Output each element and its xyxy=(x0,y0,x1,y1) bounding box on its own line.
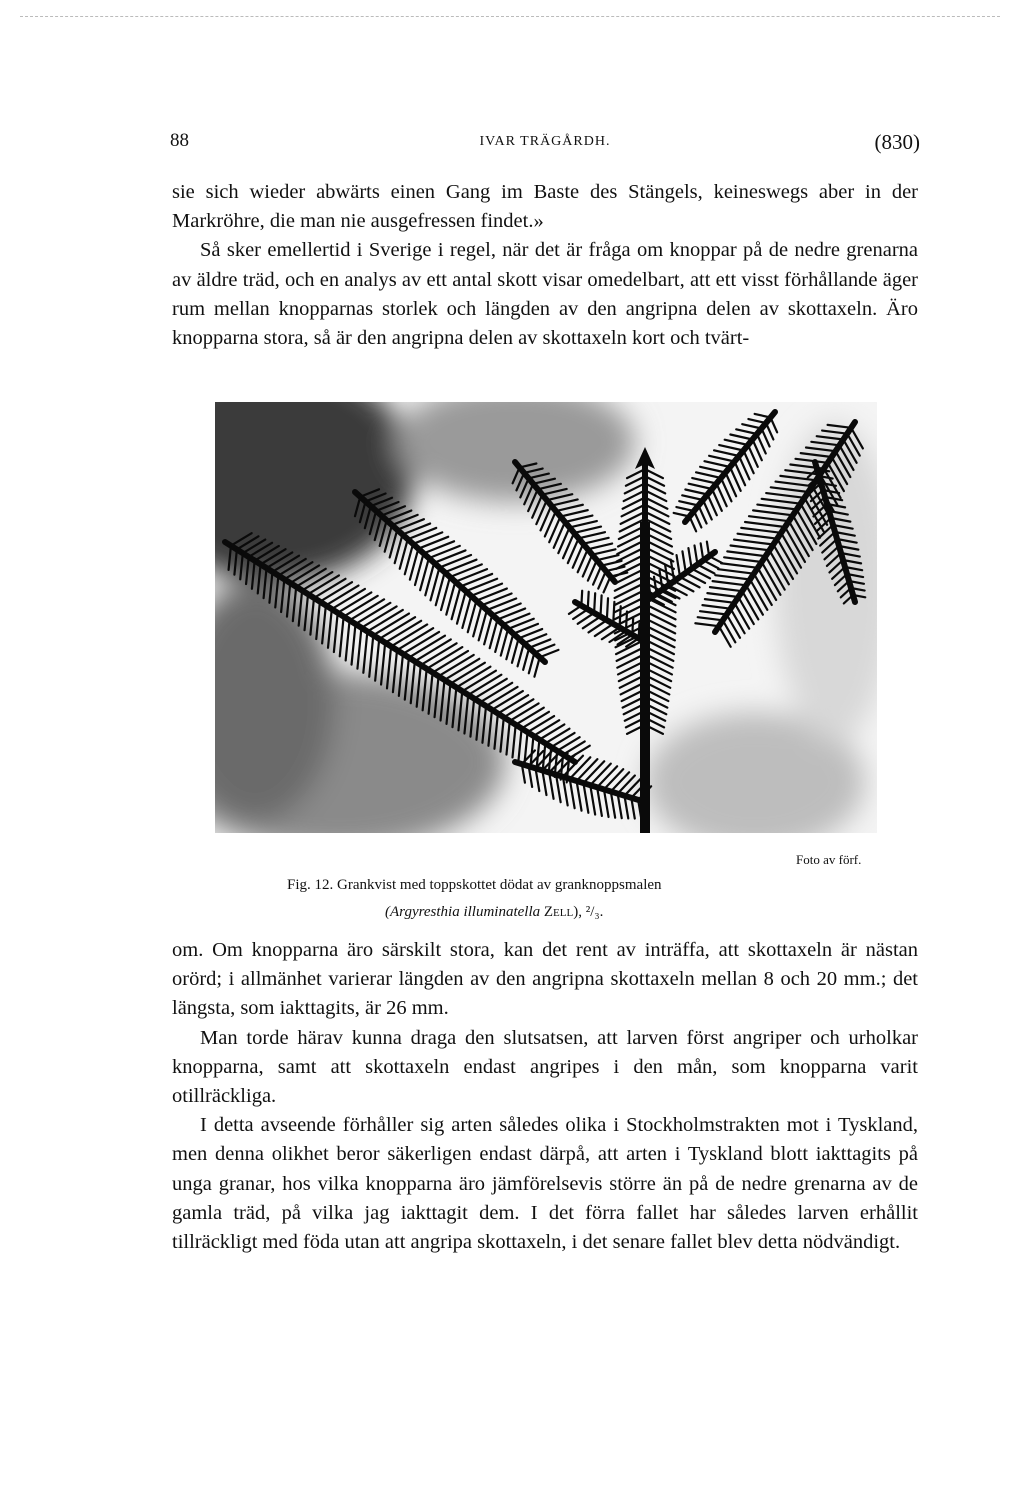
spruce-branch-photo xyxy=(215,402,877,833)
page-number: 88 xyxy=(170,130,189,151)
caption-species-line xyxy=(287,899,662,926)
running-head: IVAR TRÄGÅRDH. xyxy=(479,134,611,149)
caption-text: Grankvist med toppskottet dödat av granknoppsmalen xyxy=(337,877,662,893)
paragraph: Man torde härav kunna draga den slutsatsen, att larven först angriper och urholkar knopparna, samt att skottaxeln endast angripes i den mån, som knopparna varit otillräckliga. xyxy=(172,1026,918,1108)
figure-caption xyxy=(287,872,662,926)
spruce-branch-illustration xyxy=(215,402,877,833)
body-text-bottom xyxy=(172,936,918,1257)
species-name: (Argyresthia illuminatella xyxy=(385,904,541,920)
paragraph: Så sker emellertid i Sverige i regel, när det är fråga om knoppar på de nedre grenarna av äldre träd, och en analys av ett antal skott visar omedelbart, att ett visst förhållande äger rum mellan knopparnas storlek och längden av den angripna delen av skottaxeln. Äro knopparna stora, så är den angripna delen av skottaxeln kort och tvärt- xyxy=(172,239,918,350)
scan-edge-line xyxy=(20,16,1000,17)
paragraph: sie sich wieder abwärts einen Gang im Baste des Stängels, keineswegs aber in der Markröhre, die man nie ausgefressen findet.» xyxy=(172,181,918,233)
species-author: Zell xyxy=(543,904,574,920)
paragraph: om. Om knopparna äro särskilt stora, kan det rent av inträffa, att skottaxeln är nästan orörd; i allmänhet varierar längden av den angripna skottaxeln mellan 8 och 20 mm.; det längsta, som iakttagits, är 26 mm. xyxy=(172,939,918,1020)
figure-label: Fig. 12. xyxy=(287,877,334,893)
paragraph: I detta avseende förhåller sig arten således olika i Stockholmstrakten mot i Tyskland, men denna olikhet beror säkerligen endast därpå, att arten i Tyskland blott iakttagits på unga granar, hos vilka knopparna äro jämförelsevis större än på de nedre grenarna av de gamla träd, på vilka jag iakttagit dem. I det förra fallet har således larven erhållit tillräckligt med föda utan att angripa skottaxeln, i det senare fallet blev detta nödvändigt. xyxy=(172,1114,918,1254)
photo-credit: Foto av förf. xyxy=(796,852,862,867)
scale-ratio: ), ²/₃. xyxy=(573,904,604,920)
section-number: (830) xyxy=(874,130,920,154)
body-text-top xyxy=(172,178,918,353)
page-header xyxy=(170,130,920,160)
